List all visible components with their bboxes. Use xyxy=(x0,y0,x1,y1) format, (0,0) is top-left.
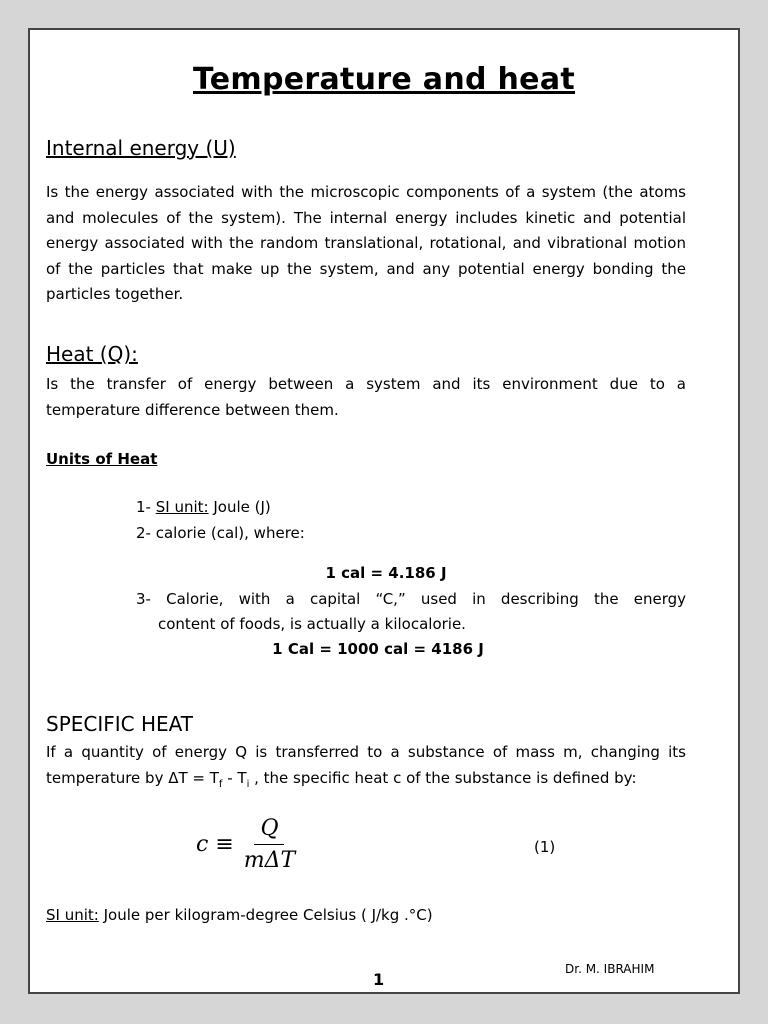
page-number: 1 xyxy=(373,970,385,989)
units-heading: Units of Heat xyxy=(46,450,158,468)
specific-heat-text-c: , the specific heat c of the substance is defined by: xyxy=(249,768,637,787)
specific-heat-text-b: - T xyxy=(222,768,247,787)
unit-item-1-label: SI unit: xyxy=(155,498,209,516)
document-page xyxy=(28,28,740,994)
unit-item-2: 2- calorie (cal), where: xyxy=(136,524,305,542)
equation-number: (1) xyxy=(534,838,556,856)
si-unit-value: Joule per kilogram-degree Celsius ( J/kg .°C) xyxy=(98,906,433,924)
unit-item-3-line2: content of foods, is actually a kilocalorie. xyxy=(158,615,466,633)
specific-heat-text-a: If a quantity of energy Q is transferred to a substance of mass m, changing its temperature by ΔT = T xyxy=(46,743,686,787)
subscript-i: i xyxy=(246,778,250,790)
specific-heat-paragraph xyxy=(46,740,686,797)
unit-item-1-value: Joule (J) xyxy=(208,498,271,516)
unit-item-1 xyxy=(136,498,271,516)
si-unit-line xyxy=(46,906,433,924)
si-unit-label: SI unit: xyxy=(46,906,99,924)
unit-item-3-line1: 3- Calorie, with a capital “C,” used in describing the energy xyxy=(136,590,686,608)
formula-numerator: Q xyxy=(254,816,284,845)
specific-heat-heading: SPECIFIC HEAT xyxy=(46,712,194,736)
footer-author: Dr. M. IBRAHIM xyxy=(565,962,655,976)
calorie-equation: 1 cal = 4.186 J xyxy=(325,564,447,582)
internal-energy-paragraph: Is the energy associated with the microscopic components of a system (the atoms and molecules of the system). The internal energy includes kinetic and potential energy associated with the random translational, rotational, and vibrational motion of the particles that make up the system, and any potential energy bonding the particles together. xyxy=(46,183,686,304)
unit-item-1-prefix: 1- xyxy=(136,498,156,516)
specific-heat-formula xyxy=(196,816,295,873)
kilocalorie-equation: 1 Cal = 1000 cal = 4186 J xyxy=(272,640,484,658)
formula-lhs: c ≡ xyxy=(196,832,234,857)
page-title: Temperature and heat xyxy=(192,62,576,97)
formula-denominator: mΔT xyxy=(243,848,296,873)
formula-fraction xyxy=(244,816,295,873)
internal-energy-heading: Internal energy (U) xyxy=(46,136,236,160)
heat-paragraph: Is the transfer of energy between a system and its environment due to a temperature difference between them. xyxy=(46,375,686,419)
heat-heading: Heat (Q): xyxy=(46,342,138,366)
subscript-f: f xyxy=(218,778,223,790)
